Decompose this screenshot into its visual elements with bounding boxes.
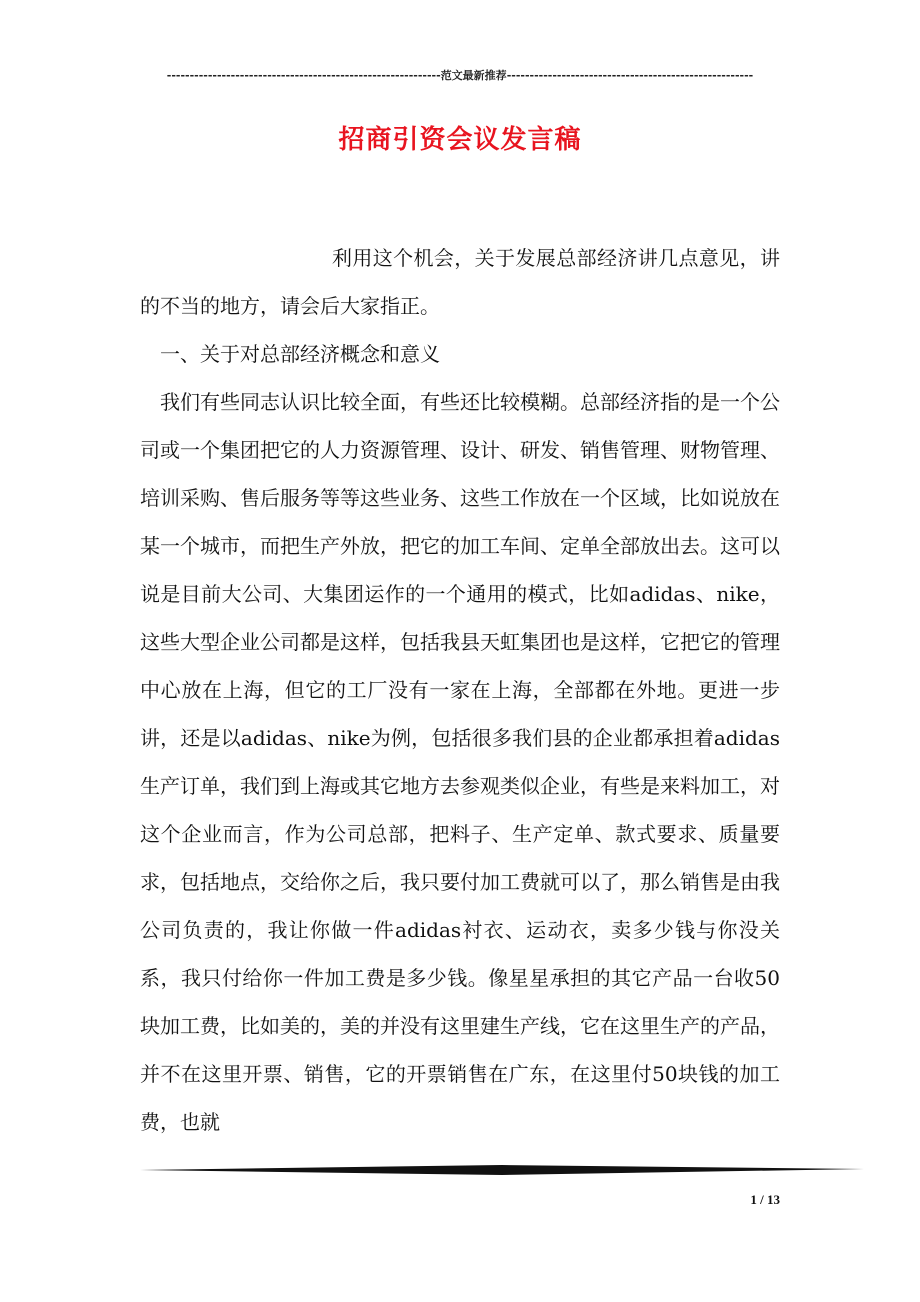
footer-rule <box>140 1163 864 1177</box>
page-number: 1 / 13 <box>750 1192 780 1207</box>
document-body <box>140 234 780 1146</box>
header-left-dashes: ------------------------------------------------------------ <box>166 69 441 82</box>
page-header <box>140 66 780 86</box>
intro-paragraph: 利用这个机会，关于发展总部经济讲几点意见，讲的不当的地方，请会后大家指正。 <box>140 246 780 318</box>
body-paragraph: 我们有些同志认识比较全面，有些还比较模糊。总部经济指的是一个公司或一个集团把它的人力资源管理、设计、研发、销售管理、财物管理、培训采购、售后服务等等这些业务、这些工作放在一个区域，比如说放在某一个城市，而把生产外放，把它的加工车间、定单全部放出去。这可以说是目前大公司、大集团运作的一个通用的模式，比如adidas、nike，这些大型企业公司都是这样，包括我县天虹集团也是这样，它把它的管理中心放在上海，但它的工厂没有一家在上海，全部都在外地。更进一步讲，还是以adidas、nike为例，包括很多我们县的企业都承担着adidas生产订单，我们到上海或其它地方去参观类似企业，有些是来料加工，对这个企业而言，作为公司总部，把料子、生产定单、款式要求、质量要求，包括地点，交给你之后，我只要付加工费就可以了，那么销售是由我公司负责的，我让你做一件adidas衬衣、运动衣，卖多少钱与你没关系，我只付给你一件加工费是多少钱。像星星承担的其它产品一台收50块加工费，比如美的，美的并没有这里建生产线，它在这里生产的产品，并不在这里开票、销售，它的开票销售在广东，在这里付50块钱的加工费，也就 <box>140 390 780 1134</box>
section-heading: 一、关于对总部经济概念和意义 <box>160 342 440 366</box>
document-title: 招商引资会议发言稿 <box>338 125 582 155</box>
header-right-dashes: ------------------------------------------------------ <box>506 69 754 82</box>
header-label: 范文最新推荐 <box>440 69 507 82</box>
